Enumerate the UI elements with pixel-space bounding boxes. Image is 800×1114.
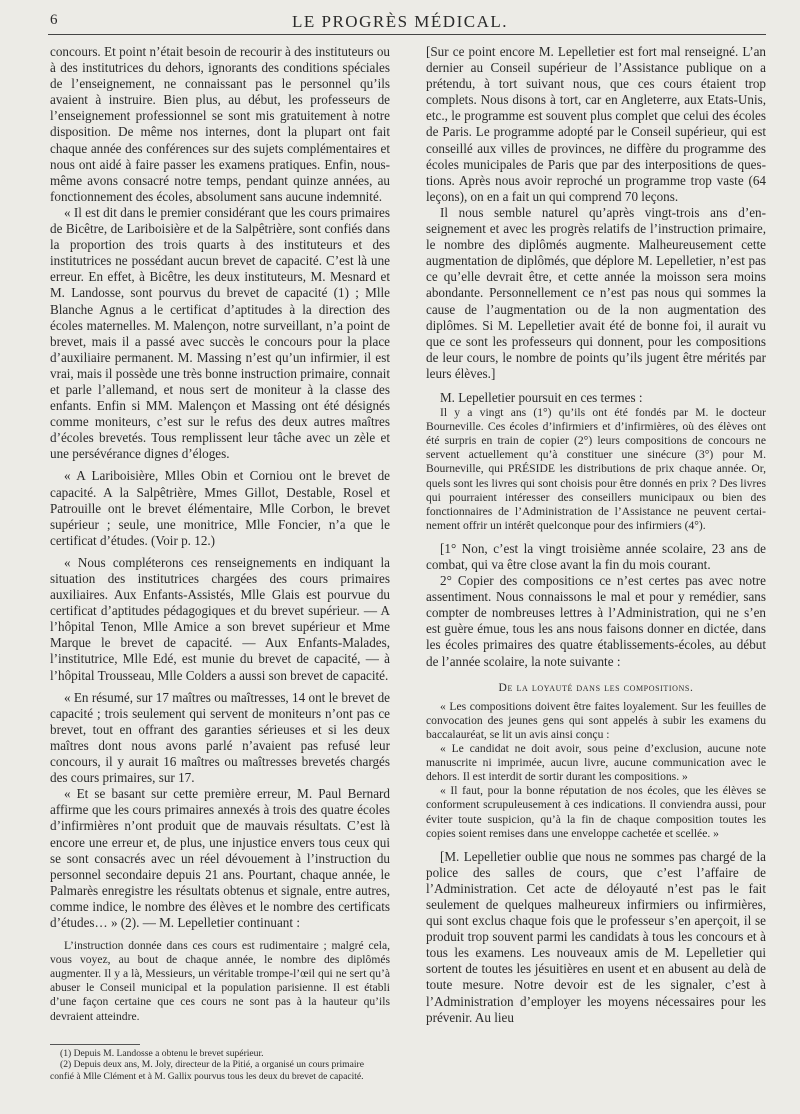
paragraph: 2° Copier des compositions ce n’est certes pas avec notre assentiment. Nous connaissons le mal et pour y remédier, sans compter de nombreuses lettres à l’Administration, qui ne s’en est guère émue, tous les ans nous faisons donner en dictée, dans les écoles primaires des quatre établissements-écoles, au début de l’année scolaire, la note suivante :	[426, 573, 766, 669]
paragraph: « Nous compléterons ces renseignements en indiquant la situation des institutrices chargées des cours primaires auxiliaires. Aux Enfants-Assistés, Mlle Glais est pourvue du certificat d’aptitudes pédagogiques et du brevet supérieur. — A l’hôpital Tenon, Mlle Amice a son brevet supérieur et Mme Marque le brevet de capacité. — Aux Enfants-Malades, l’institutrice, Mlle Edé, est munie du brevet de capacité, — à l’hôpital Trousseau, Mlle Colders a aussi son brevet de capacité.	[50, 554, 390, 683]
paragraph: « En résumé, sur 17 maîtres ou maîtresses, 14 ont le brevet de capacité ; trois seulement qui servent de moniteurs n’ont pas ce brevet, tout en offrant des garanties sérieuses et si les deux maîtres dont nous avons parlé n’avaient pas refusé leur concours, il y aurait 16 maîtres ou maîtresses brevetés chargés des cours primaires, sur 17.	[50, 689, 390, 786]
note-title: De la loyauté dans les compositions.	[498, 680, 694, 694]
paragraph: « A Lariboisière, Mlles Obin et Corniou ont le brevet de capacité. A la Salpêtrière, Mmes Gillot, Destable, Rosel et Patrouille ont le brevet élémentaire, Mlle Corbon, le brevet supérieur ; seule, une monitrice, Mlle Foncier, n’a que le certificat d’études. (Voir p. 12.)	[50, 468, 390, 548]
paragraph: [Sur ce point encore M. Lepelletier est fort mal renseigné. L’an dernier au Conseil supérieur de l’Assistance publique on a prétendu, à tort suivant nous, que ces cours étaient trop complets. Nous disons à tort, car en Angleterre, aux Etats-Unis, etc., le programme est souvent plus complet que celui des écoles de Paris. Le programme adopté par le Conseil supérieur, qui est conseillé aux villes de provinces, ne diffère du programme des écoles municipales de Paris que par des interpositions de questions. Après nous avoir reproché un programme trop vaste (64 leçons), on en a fait un qui comprend 70 leçons.	[426, 44, 766, 204]
paragraph: « Et se basant sur cette première erreur, M. Paul Bernard affirme que les cours primaires annexés à trois des quatre écoles d’infirmières n’ont produit que de mauvais résultats. C’est là encore une erreur et, de plus, une injustice envers tous ceux qui se sont consacrés avec un réel dévouement à l’instruction du personnel secondaire depuis 21 ans. Pourtant, chaque année, le Palmarès enregistre les résultats obtenus et signale, entre autres, comme indice, le nombre des élèves et le nombre des certificats d’études… » (2). — M. Lepelletier continuant :	[50, 786, 390, 930]
note-paragraph: « Le candidat ne doit avoir, sous peine d’exclusion, aucune note manuscrite ni imprimée, aucun livre, aucune communication avec le dehors. Il est interdit de sortir durant les compositions. »	[426, 742, 766, 784]
paragraph: Il nous semble naturel qu’après vingt-trois ans d’enseignement et avec les progrès relatifs de l’instruction primaire, le nombre des diplômés augmente. Malheureusement cette augmentation de diplômés, que déplore M. Lepelletier, n’est pas ce qu’elle devrait être, et cette année la moisson sera moins abondante. Personnellement ce n’est pas nous qui sommes la cause de l’augmentation ou de la non augmentation des diplômes. Si M. Lepelletier avait été de bonne foi, il aurait vu que ce sont les professeurs qui donnent, pour les compositions de leur cours, le nombre de points qu’ils jugent être mérités par leurs élèves.]	[426, 204, 766, 381]
left-column	[50, 44, 390, 1024]
paragraph: [1° Non, c’est la vingt troisième année scolaire, 23 ans de combat, qui va être close avant la fin du mois courant.	[426, 540, 766, 572]
note-paragraph: « Il faut, pour la bonne réputation de nos écoles, que les élèves se conforment scrupuleusement à ces indications. Il conviendra aussi, pour éviter toute suspicion, qu’à la fin de chaque composition toutes les copies soient remises dans une enveloppe cachetée et scellée. »	[426, 784, 766, 840]
right-column	[426, 44, 766, 1026]
paragraph: « Il est dit dans le premier considérant que les cours primaires de Bicêtre, de Lariboisière et de la Salpêtrière, sont confiés dans la proportion des trois quarts à des instituteurs et des institutrices ne possédant aucun brevet de capacité. C’est là une erreur. En effet, à Bicêtre, les deux instituteurs, M. Mesnard et M. Landosse, sont pourvus du brevet de capacité (1) ; Mlle Blanche Agnus a le certificat d’aptitudes à la direction des écoles maternelles. M. Malençon, notre surveillant, n’a point de brevet, mais il a passé avec succès le concours pour la place d’auxiliaire permanent. M. Massing n’est qu’un infirmier, il est vrai, mais il possède une très bonne instruction primaire, connait et parle l’allemand, et nous sert de moniteur à la classe des enfants. Enfin si MM. Malençon et Massing ont été désignés comme moniteurs, c’est sur le refus des deux autres maîtres d’écoles brevetés. Tous remplissent leur tâche avec un zèle et une persévérance dignes d’éloges.	[50, 204, 390, 462]
paragraph: M. Lepelletier poursuit en ces termes :	[440, 389, 643, 405]
footnote-rule	[50, 1044, 140, 1045]
running-title: LE PROGRÈS MÉDICAL.	[292, 12, 508, 31]
page-header	[0, 0, 800, 40]
footnotes	[50, 1044, 390, 1082]
header-rule	[48, 34, 766, 35]
footnote: (2) Depuis deux ans, M. Joly, directeur de la Pitié, a organisé un cours primaire confié à Mlle Clément et à M. Gallix pourvus tous les deux du brevet de capacité.	[50, 1059, 364, 1082]
note-paragraph: « Les compositions doivent être faites loyalement. Sur les feuilles de convocation des jeunes gens qui sont appelés à subir les examens du baccalauréat, se lit un avis ainsi conçu :	[426, 699, 766, 741]
page-number: 6	[50, 12, 58, 28]
paragraph: concours. Et point n’était besoin de recourir à des instituteurs ou à des institutrices du dehors, ignorants des conditions spéciales de l’enseignement, ne connaissant pas le personnel qu’ils avaient à instruire. Bien plus, au début, les professeurs de l’enseignement professionnel se sont mis gratuitement à notre disposition. De même nos internes, dont la plupart ont fait chaque année des conférences sur des sujets complémentaires et nous ont aidé à faire passer les examens pratiques. Enfin, nous-même avons consacré notre temps, pendant quinze années, au fonctionnement des écoles, absolument sans aucune indemnité.	[50, 44, 390, 204]
footnote: (1) Depuis M. Landosse a obtenu le brevet supérieur.	[60, 1048, 264, 1059]
paragraph: [M. Lepelletier oublie que nous ne sommes pas chargé de la police des salles de cours, que c’est l’affaire de l’Administration. Cet acte de déloyauté n’est pas le fait seulement de quelques malheureux infirmiers ou infirmières, qui sont exclus chaque fois que le professeur s’en aperçoit, il se produit trop souvent parmi les candidats à tous les concours et à tous les examens. Les nouveaux amis de M. Lepelletier qui sortent de toutes les jésuitières en usent et en abusent au delà de toute mesure. Notre devoir est de les signaler, c’est à l’Administration d’employer les moyens nécessaires pour les prévenir. Au lieu	[426, 848, 766, 1025]
quoted-speech: Il y a vingt ans (1°) qu’ils ont été fondés par M. le docteur Bourneville. Ces écoles d’infirmiers et d’infirmières, où des élèves ont été surpris en train de copier (2°) leurs compositions de concours ne servent actuellement qu’à constituer une sinécure (3°) pour M. Bourneville, qui PRÉSIDE les distributions de prix chaque année. Or, quels sont les livres qui sont choisis pour être donnés en prix ? Des livres qui pourraient intéresser des conseillers municipaux ou bien des fonctionnaires de l’Administration de l’Assistance ne peuvent certainement offrir un intérêt quelconque pour des infirmiers (4°).	[426, 406, 766, 532]
quoted-speech: L’instruction donnée dans ces cours est rudimentaire ; malgré cela, vous voyez, au bout de chaque année, le nombre des diplômés augmenter. Il y a là, Messieurs, un véritable trompe-l’œil qui ne sert qu’à abuser le Conseil municipal et la population parisienne. Il est établi d’une façon certaine que ces cours ne sont pas à la hauteur qu’ils devraient atteindre.	[50, 939, 390, 1023]
